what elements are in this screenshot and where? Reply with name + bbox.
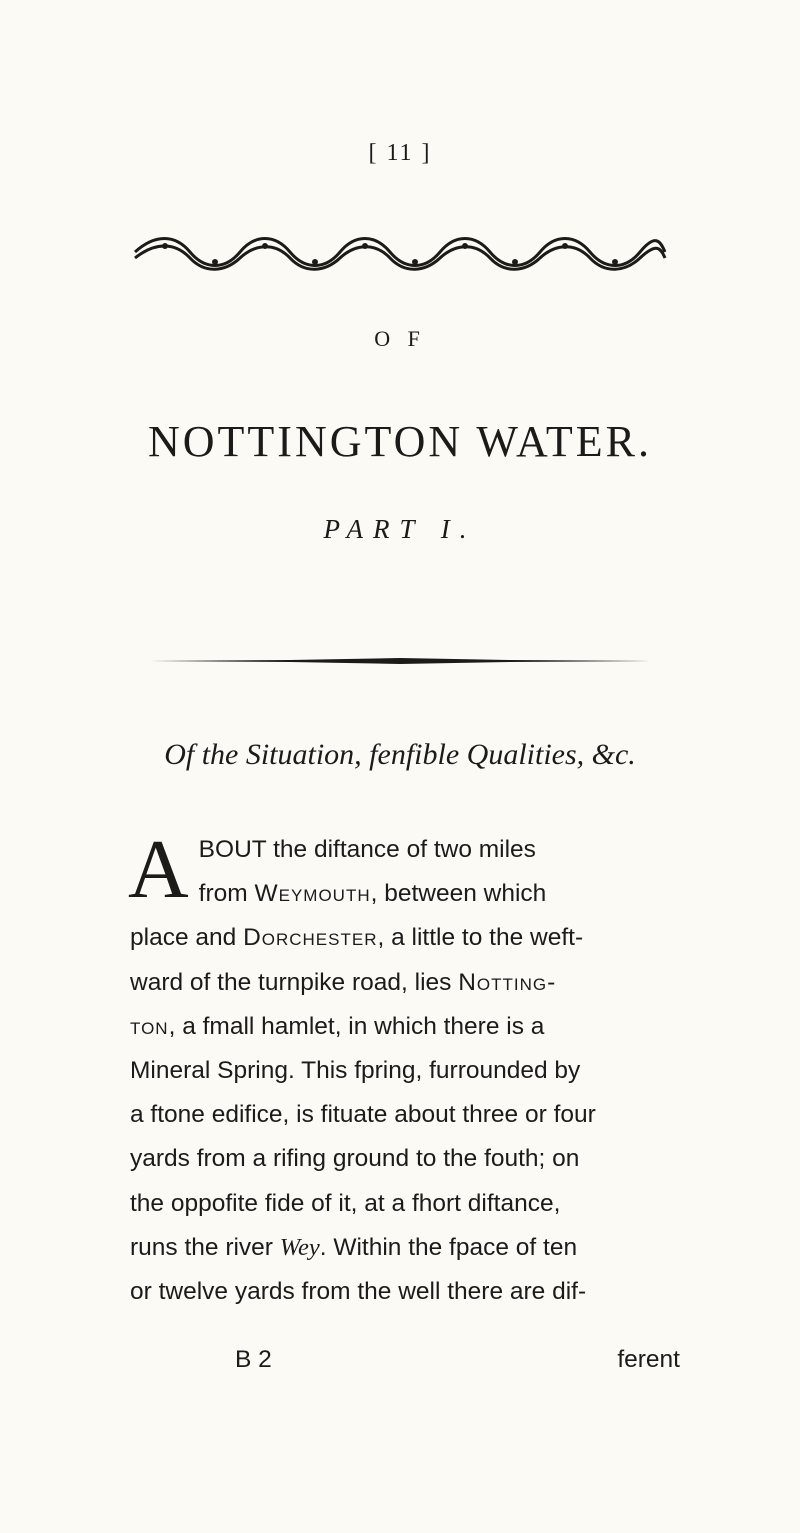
of-line: O F	[374, 326, 426, 351]
text-line: Mineral Spring. This fpring, furrounded by	[130, 1056, 581, 1084]
text-line	[130, 916, 680, 960]
text-segment: , between which	[370, 880, 547, 908]
text-segment: runs the river	[130, 1233, 280, 1261]
text-line: a ftone edifice, is fituate about three or four	[130, 1101, 596, 1129]
place-name: Notting-	[458, 968, 557, 996]
text-line	[130, 1005, 680, 1049]
text-segment: , a little to the weft-	[377, 924, 584, 952]
text-segment: from	[198, 880, 255, 908]
drop-cap: A	[128, 823, 189, 916]
page-footer	[130, 1346, 680, 1390]
text-line: or twelve yards from the well there are dif-	[130, 1277, 587, 1305]
horizontal-rule	[150, 658, 650, 664]
section-heading: Of the Situation, fenfible Qualities, &c.	[164, 738, 636, 771]
text-line	[130, 872, 680, 916]
page-number: [ 11 ]	[368, 140, 432, 166]
part-heading: PART I.	[323, 514, 477, 544]
body-paragraph	[128, 823, 680, 1314]
place-name: Weymouth	[254, 880, 371, 908]
text-segment: place and	[130, 924, 244, 952]
text-segment: ward of the turnpike road, lies	[130, 968, 459, 996]
text-line: the oppofite fide of it, at a fhort diftance,	[130, 1189, 561, 1217]
catchword: ferent	[617, 1346, 680, 1373]
text-line	[130, 828, 680, 872]
river-name: Wey	[279, 1233, 320, 1261]
text-line: yards from a rifing ground to the fouth; on	[130, 1145, 580, 1173]
scroll-ornament-icon	[130, 232, 670, 272]
text-segment: , a fmall hamlet, in which there is a	[168, 1012, 545, 1040]
place-name: ton	[130, 1012, 169, 1040]
chapter-title: NOTTINGTON WATER.	[148, 417, 652, 466]
text-line	[130, 1226, 680, 1270]
signature-mark: B 2	[235, 1346, 272, 1373]
text-segment: BOUT the diftance of two miles	[198, 836, 536, 863]
text-segment: . Within the fpace of ten	[319, 1233, 578, 1261]
place-name: Dorchester	[243, 924, 378, 952]
text-line	[130, 961, 680, 1005]
